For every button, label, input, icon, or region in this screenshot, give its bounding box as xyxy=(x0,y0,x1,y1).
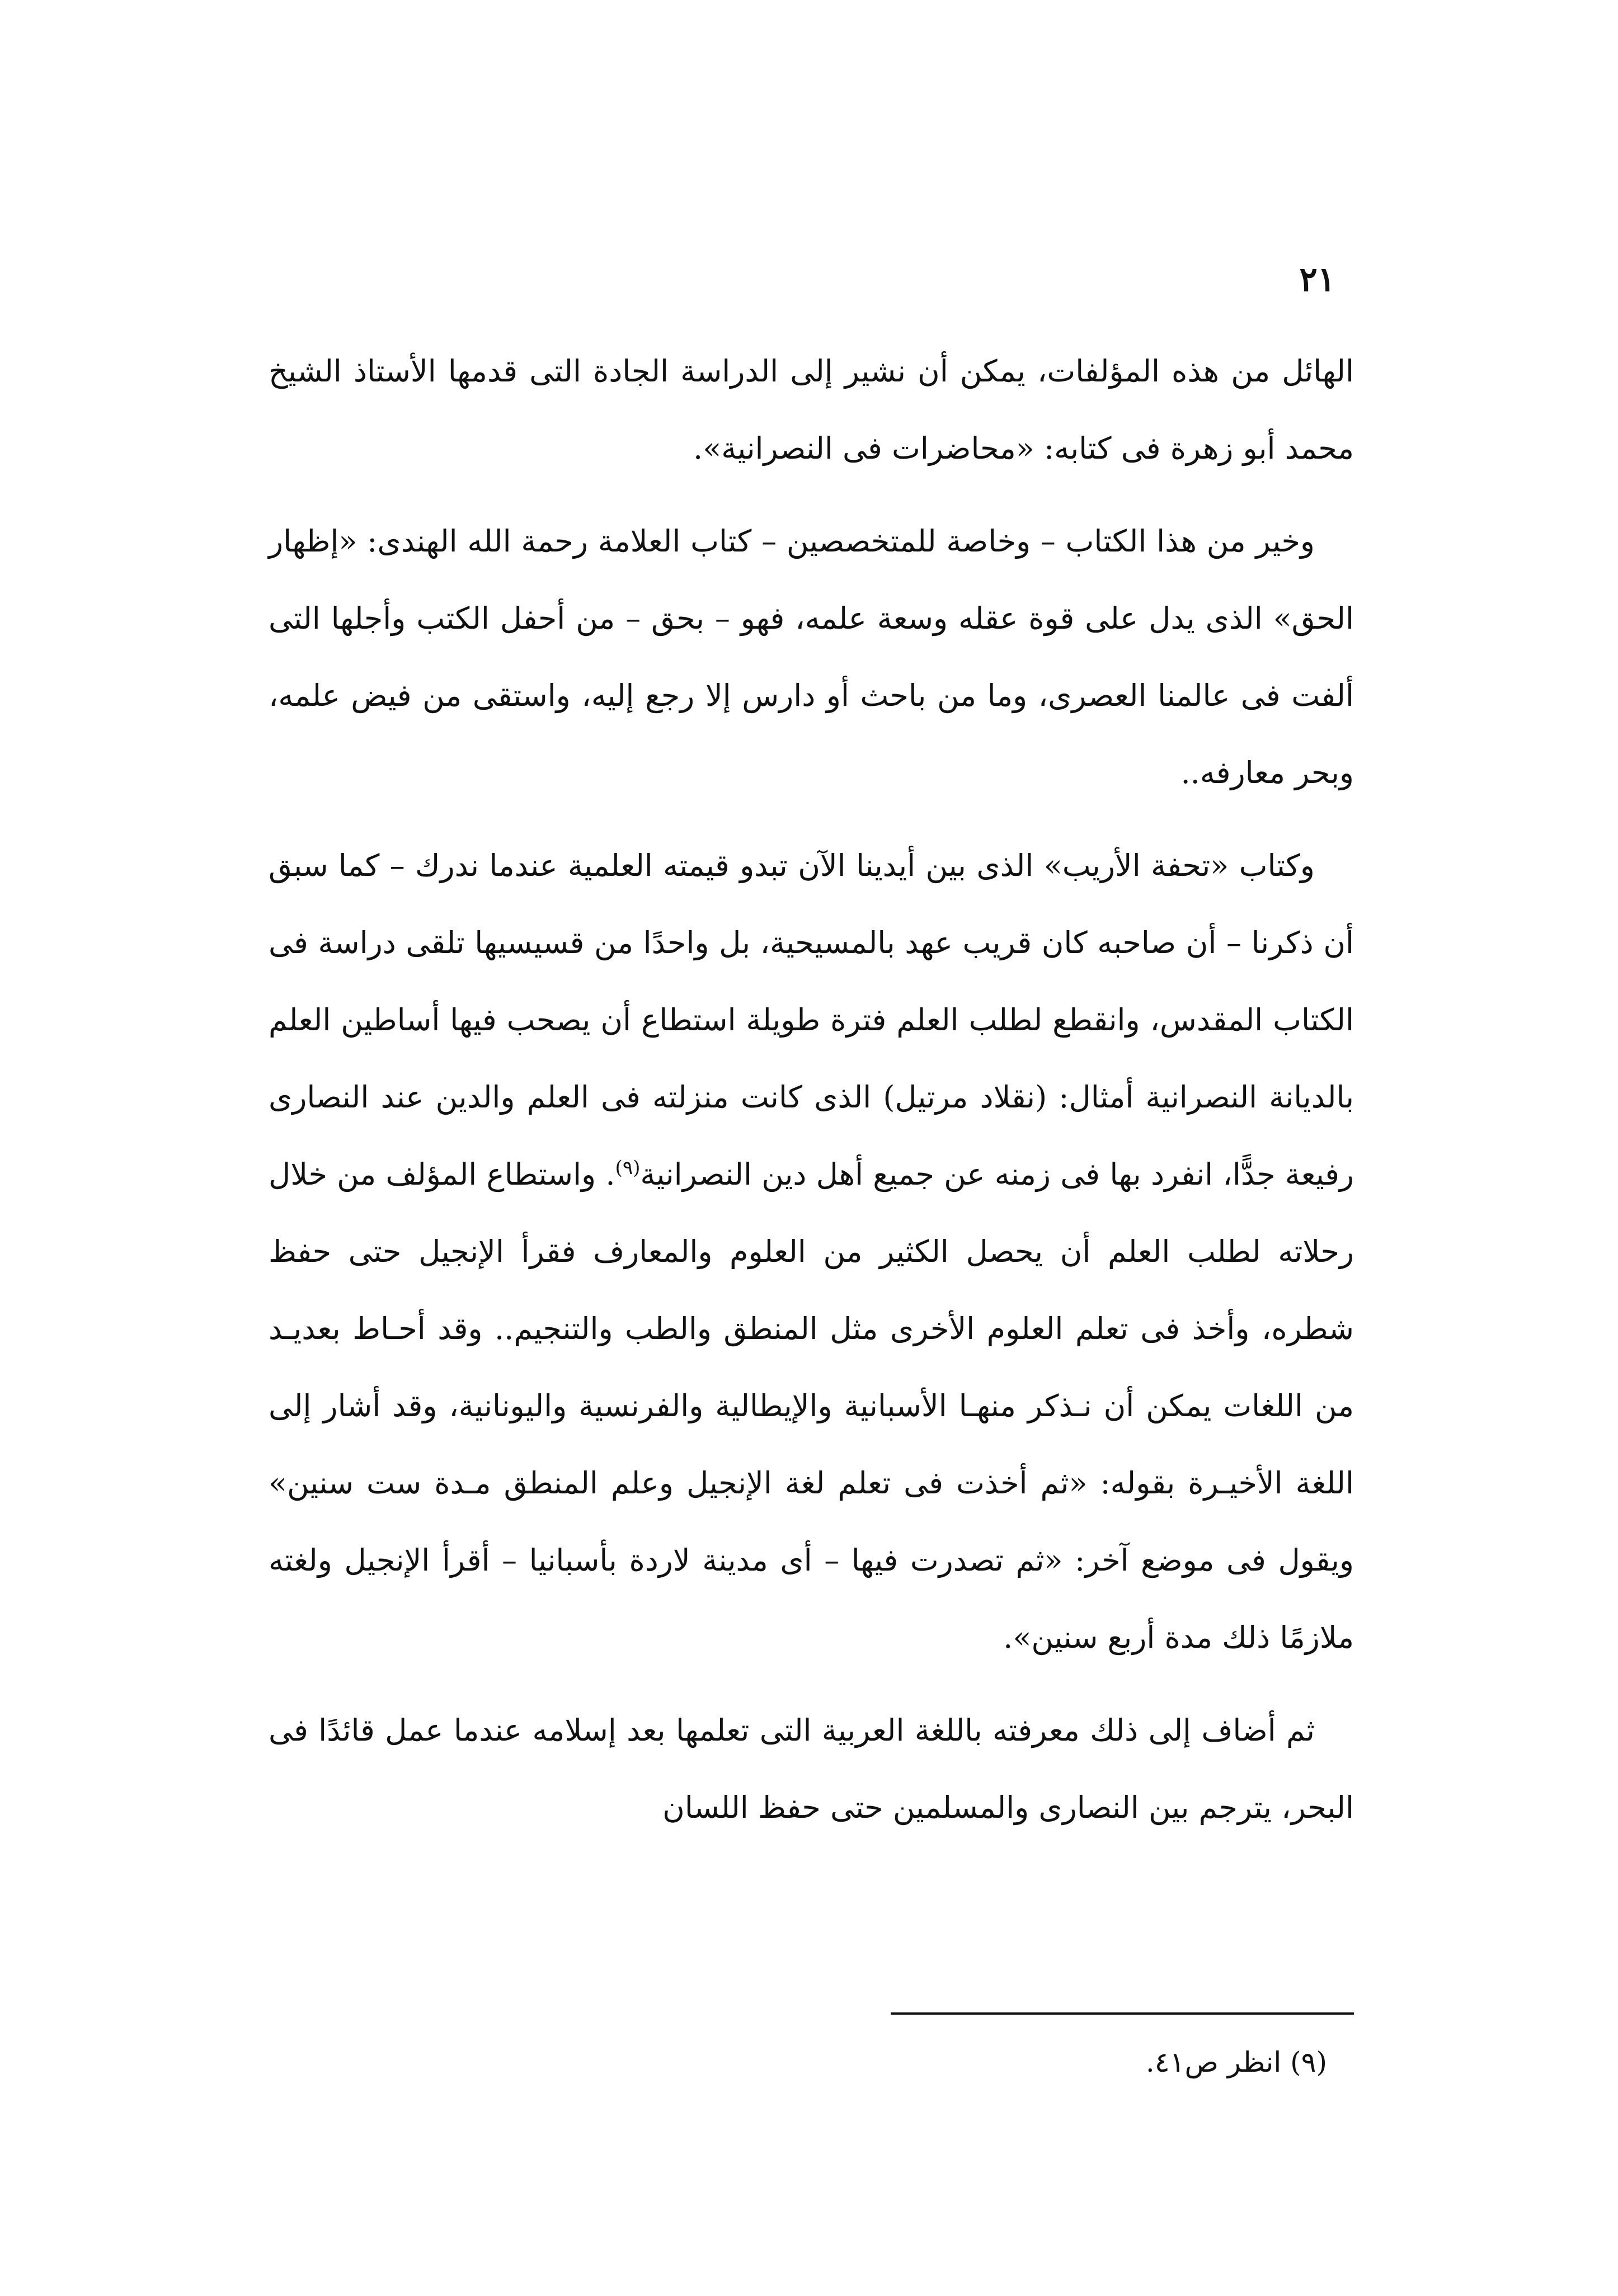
paragraph-3-part-1: وكتاب «تحفة الأريب» الذى بين أيدينا الآن تبدو قيمته العلمية عندما ندرك – كما سبق أن ذكرنا – أن صاحبه كان قريب عهد بالمسيحية، بل واحدًا من قسيسيها تلقى دراسة فى الكتاب المقدس، وانقطع لطلب العلم فترة طويلة استطاع أن يصحب فيها أساطين العلم بالديانة النصرانية أمثال: (نقلاد مرتيل) الذى كانت منزلته فى العلم والدين عند النصارى رفيعة جدًّا، انفرد بها فى زمنه عن جميع أهل دين النصرانية xyxy=(269,848,1354,1192)
paragraph-2: وخير من هذا الكتاب – وخاصة للمتخصصين – كتاب العلامة رحمة الله الهندى: «إظهار الحق» الذى يدل على قوة عقله وسعة علمه، فهو – بحق – من أحفل الكتب وأجلها التى ألفت فى عالمنا العصرى، وما من باحث أو دارس إلا رجع إليه، واستقى من فيض علمه، وبحر معارفه.. xyxy=(269,524,1354,790)
paragraph-3-part-2: . واستطاع المؤلف من خلال رحلاته لطلب العلم أن يحصل الكثير من العلوم والمعارف فقرأ الإنجيل حتى حفظ شطره، وأخذ فى تعلم العلوم الأخرى مثل المنطق والطب والتنجيم.. وقد أحـاط بعديـد من اللغات يمكن أن نـذكر منهـا الأسبانية والإيطالية والفرنسية واليونانية، وقد أشار إلى اللغة الأخيـرة بقوله: «ثم أخذت فى تعلم لغة الإنجيل وعلم المنطق مـدة ست سنين» ويقول فى موضع آخر: «ثم تصدرت فيها – أى مدينة لاردة بأسبانيا – أقرأ الإنجيل ولغته ملازمًا ذلك مدة أربع سنين». xyxy=(269,1157,1354,1655)
body-text xyxy=(269,333,1354,1846)
paragraph-3 xyxy=(269,827,1354,1676)
footnote: (٩) انظر ص٤١. xyxy=(1145,2046,1327,2078)
page-number: ٢١ xyxy=(1299,260,1335,299)
paragraph-1: الهائل من هذه المؤلفات، يمكن أن نشير إلى الدراسة الجادة التى قدمها الأستاذ الشيخ محمد أبو زهرة فى كتابه: «محاضرات فى النصرانية». xyxy=(269,353,1354,466)
footnote-reference: (٩) xyxy=(615,1157,641,1179)
footnote-divider xyxy=(891,2012,1354,2015)
paragraph-4: ثم أضاف إلى ذلك معرفته باللغة العربية التى تعلمها بعد إسلامه عندما عمل قائدًا فى البحر، يترجم بين النصارى والمسلمين حتى حفظ اللسان xyxy=(269,1713,1354,1825)
